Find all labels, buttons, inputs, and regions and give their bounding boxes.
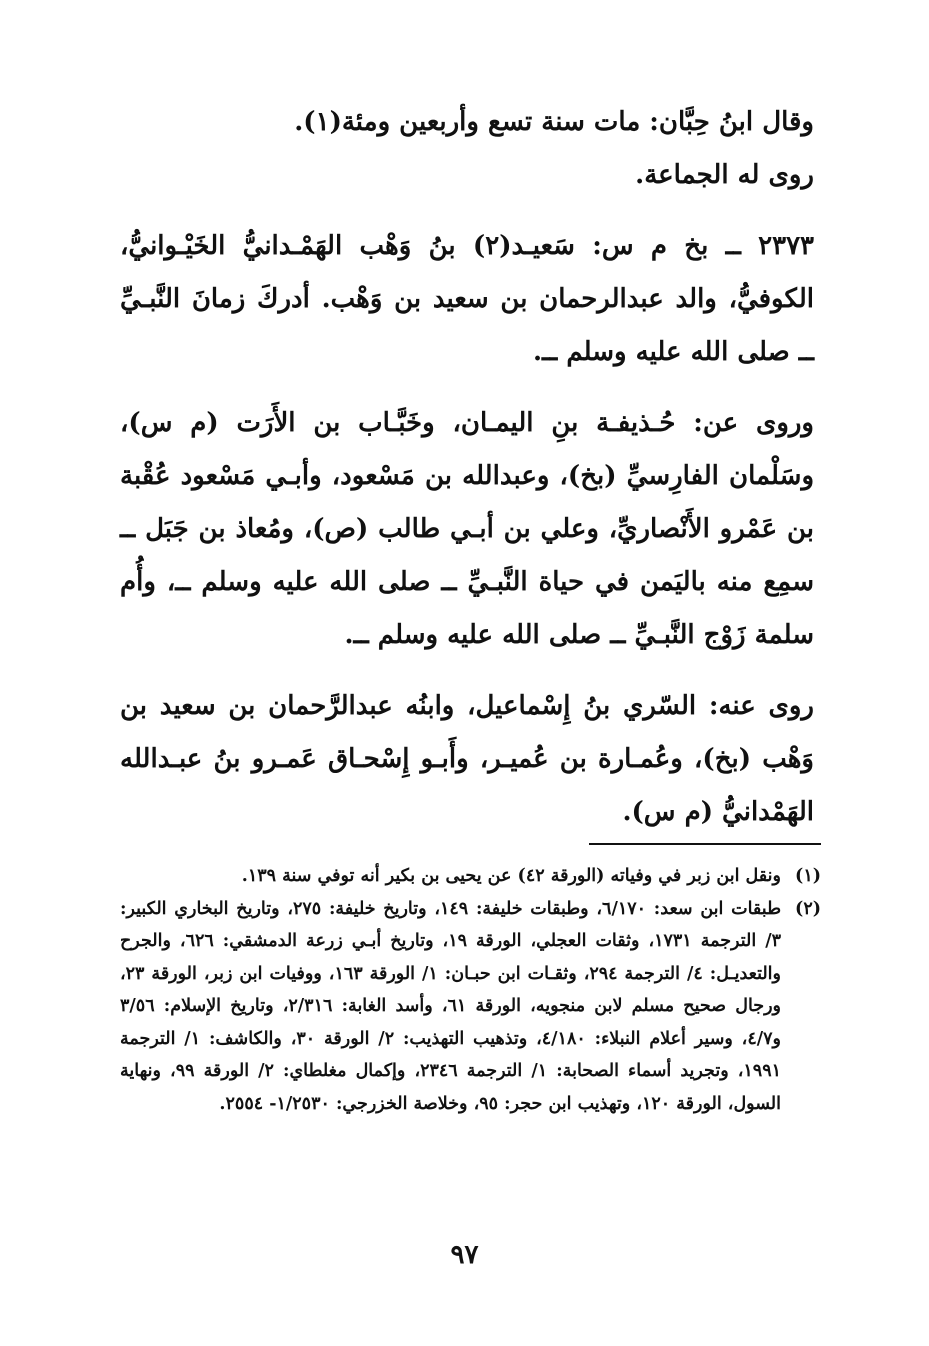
paragraph-text: وقال ابنُ حِبَّان: مات سنة تسع وأربعين ومئة(١).	[294, 107, 814, 137]
main-text	[120, 96, 814, 839]
footnote-number: (١)	[795, 866, 821, 886]
paragraph-lead: روى عنه:	[696, 691, 814, 721]
footnote-text: ونقل ابن زبر في وفياته (الورقة ٤٢) عن يحيى بن بكير أنه توفي سنة ١٣٩.	[241, 866, 781, 886]
footnote	[120, 860, 821, 893]
paragraph-lead: وروى عن:	[675, 408, 814, 438]
narrated-by-paragraph	[120, 680, 814, 839]
entry-heading-paragraph	[120, 220, 814, 379]
paragraph-text: سَعيـد(٢) بنُ وَهْب الهَمْـدانيُّ الخَيْـوانيُّ، الكوفيُّ، والد عبدالرحمان بن سعيد بن وَهْب. أدركَ زمانَ النَّبـيِّ ــ صلى الله عليه وسلم ــ.	[120, 231, 814, 367]
footnotes	[120, 860, 821, 1120]
narrated-from-paragraph	[120, 397, 814, 662]
entry-number: ٢٣٧٣ ــ بخ م س:	[574, 231, 814, 261]
footnote	[120, 893, 821, 1121]
paragraph-text: روى له الجماعة.	[635, 160, 814, 190]
paragraph	[120, 149, 814, 202]
paragraph-text: السّري بنُ إِسْماعيل، وابنُه عبدالرَّحمان بن سعيد بن وَهْب (بخ)، وعُمـارة بن عُميـر، وأَبـو إِسْحـاق عَمـرو بنُ عبـدالله الهَمْدانيُّ (م س).	[120, 691, 814, 827]
page-number: ٩٧	[450, 1240, 479, 1270]
paragraph-text: حُـذيفـة بنِ اليمـان، وخَبَّـاب بن الأَرَت (م س)، وسَلْمان الفارِسيِّ (بخ)، وعبدالله بن مَسْعود، وأبـي مَسْعود عُقْبة بن عَمْرو الأَنْصاريِّ، وعلي بن أبـي طالب (ص)، ومُعاذ بن جَبَل ــ سمِع منه باليَمن في حياة النَّبـيِّ ــ صلى الله عليه وسلم ــ، وأُم سلمة زَوْج النَّبـيِّ ــ صلى الله عليه وسلم ــ.	[120, 408, 814, 650]
footnote-divider	[589, 843, 821, 845]
footnote-text: طبقات ابن سعد: ٦/١٧٠، وطبقات خليفة: ١٤٩، وتاريخ خليفة: ٢٧٥، وتاريخ البخاري الكبير: ٣/ الترجمة ١٧٣١، وثقات العجلي، الورقة ١٩، وتاريخ أبـي زرعة الدمشقي: ٦٢٦، والجرح والتعديـل: ٤/ الترجمة ٢٩٤، وثقـات ابن حبـان: ١/ الورقة ١٦٣، ووفيات ابن زبر، الورقة ٢٣، ورجال صحيح مسلم لابن منجويه، الورقة ٦١، وأسد الغابة: ٢/٣١٦، وتاريخ الإسلام: ٣/٥٦ و٤/٧، وسير أعلام النبلاء: ٤/١٨٠، وتذهيب التهذيب: ٢/ الورقة ٣٠، والكاشف: ١/ الترجمة ١٩٩١، وتجريد أسماء الصحابة: ١/ الترجمة ٢٣٤٦، وإكمال مغلطاي: ٢/ الورقة ٩٩، ونهاية السول، الورقة ١٢٠، وتهذيب ابن حجر: ٩٥، وخلاصة الخزرجي: ١/٢٥٣٠- ٢٥٥٤.	[120, 898, 781, 1114]
footnote-number: (٢)	[795, 898, 821, 919]
paragraph	[120, 96, 814, 149]
